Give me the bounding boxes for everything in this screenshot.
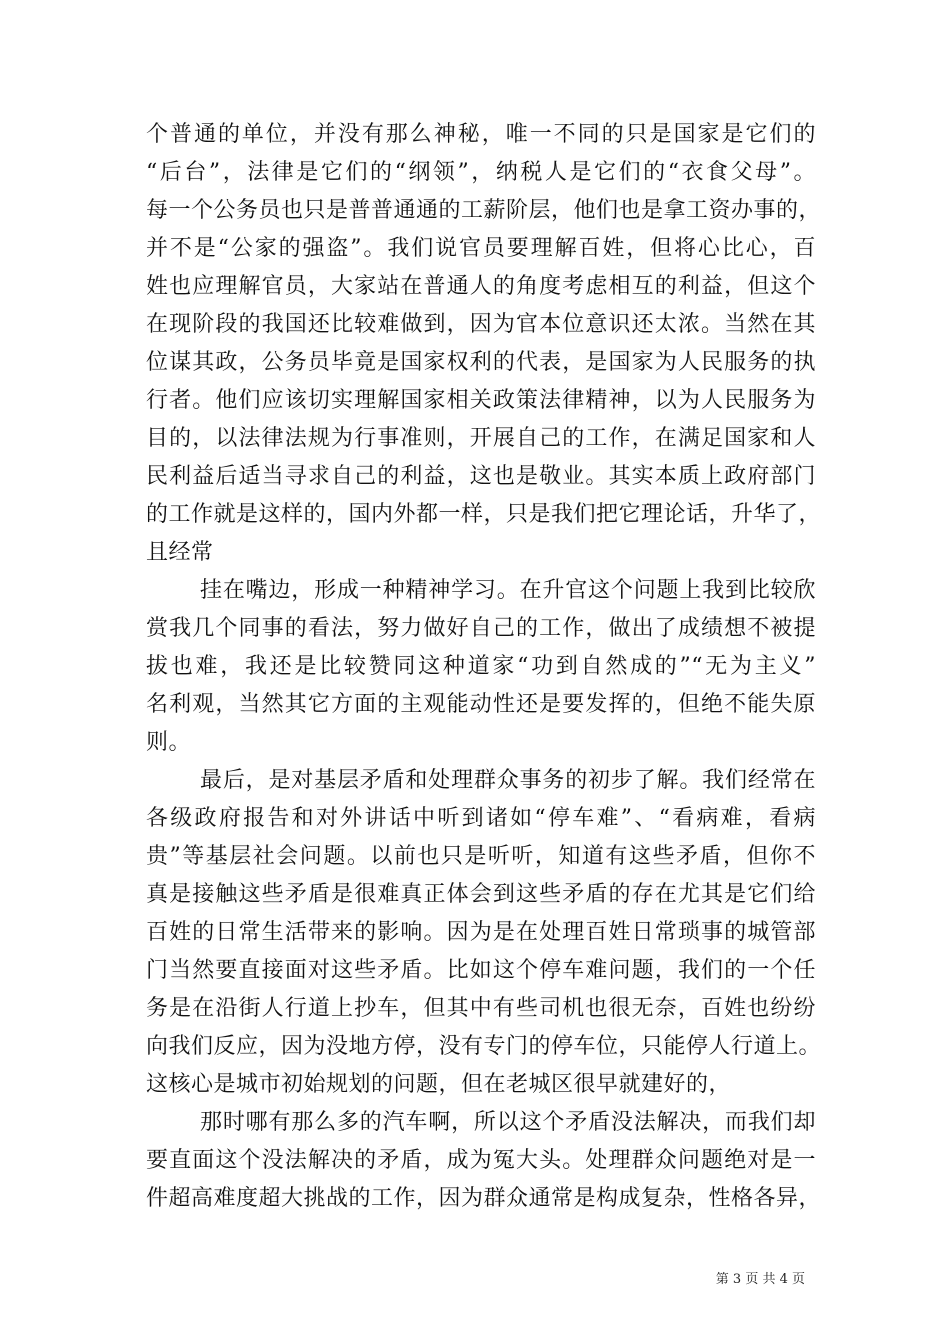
- text-line: 个普通的单位，并没有那么神秘，唯一不同的只是国家是它们的: [146, 122, 816, 147]
- text-line: 则。: [146, 730, 192, 755]
- text-line: 贵”等基层社会问题。以前也只是听听，知道有这些矛盾，但你不: [146, 844, 816, 869]
- text-line: 位谋其政，公务员毕竟是国家权利的代表，是国家为人民服务的执: [146, 350, 816, 375]
- text-line: 件超高难度超大挑战的工作，因为群众通常是构成复杂，性格各异，: [146, 1186, 822, 1211]
- page-number-footer: 第 3 页 共 4 页: [715, 1272, 805, 1287]
- paragraph-first-line: 那时哪有那么多的汽车啊，所以这个矛盾没法解决，而我们却: [200, 1110, 816, 1135]
- paragraph-first-line: 最后，是对基层矛盾和处理群众事务的初步了解。我们经常在: [200, 768, 816, 793]
- paragraph-first-line: 挂在嘴边，形成一种精神学习。在升官这个问题上我到比较欣: [200, 578, 816, 603]
- text-line: 这核心是城市初始规划的问题，但在老城区很早就建好的，: [146, 1072, 732, 1097]
- text-line: 且经常: [146, 540, 214, 565]
- text-line: 并不是“公家的强盗”。我们说官员要理解百姓，但将心比心，百: [146, 236, 816, 261]
- text-line: 真是接触这些矛盾是很难真正体会到这些矛盾的存在尤其是它们给: [146, 882, 816, 907]
- text-line: 目的，以法律法规为行事准则，开展自己的工作，在满足国家和人: [146, 426, 816, 451]
- text-line: 在现阶段的我国还比较难做到，因为官本位意识还太浓。当然在其: [146, 312, 816, 337]
- text-line: 向我们反应，因为没地方停，没有专门的停车位，只能停人行道上。: [146, 1034, 822, 1059]
- text-line: 赏我几个同事的看法，努力做好自己的工作，做出了成绩想不被提: [146, 616, 816, 641]
- text-line: 姓也应理解官员，大家站在普通人的角度考虑相互的利益，但这个: [146, 274, 816, 299]
- text-line: 行者。他们应该切实理解国家相关政策法律精神，以为人民服务为: [146, 388, 816, 413]
- text-line: 拔也难，我还是比较赞同这种道家“功到自然成的”“无为主义”: [146, 654, 816, 679]
- text-line: 的工作就是这样的，国内外都一样，只是我们把它理论话，升华了，: [146, 502, 822, 527]
- text-line: 各级政府报告和对外讲话中听到诸如“停车难”、“看病难，看病: [146, 806, 816, 831]
- text-line: 名利观，当然其它方面的主观能动性还是要发挥的，但绝不能失原: [146, 692, 816, 717]
- text-line: “后台”，法律是它们的“纲领”，纳税人是它们的“衣食父母”。: [146, 160, 816, 185]
- document-body: [146, 116, 822, 1218]
- text-line: 要直面这个没法解决的矛盾，成为冤大头。处理群众问题绝对是一: [146, 1148, 816, 1173]
- text-line: 每一个公务员也只是普普通通的工薪阶层，他们也是拿工资办事的，: [146, 198, 822, 223]
- text-line: 百姓的日常生活带来的影响。因为是在处理百姓日常琐事的城管部: [146, 920, 816, 945]
- text-line: 门当然要直接面对这些矛盾。比如这个停车难问题，我们的一个任: [146, 958, 816, 983]
- text-line: 民利益后适当寻求自己的利益，这也是敬业。其实本质上政府部门: [146, 464, 816, 489]
- text-line: 务是在沿街人行道上抄车，但其中有些司机也很无奈，百姓也纷纷: [146, 996, 816, 1021]
